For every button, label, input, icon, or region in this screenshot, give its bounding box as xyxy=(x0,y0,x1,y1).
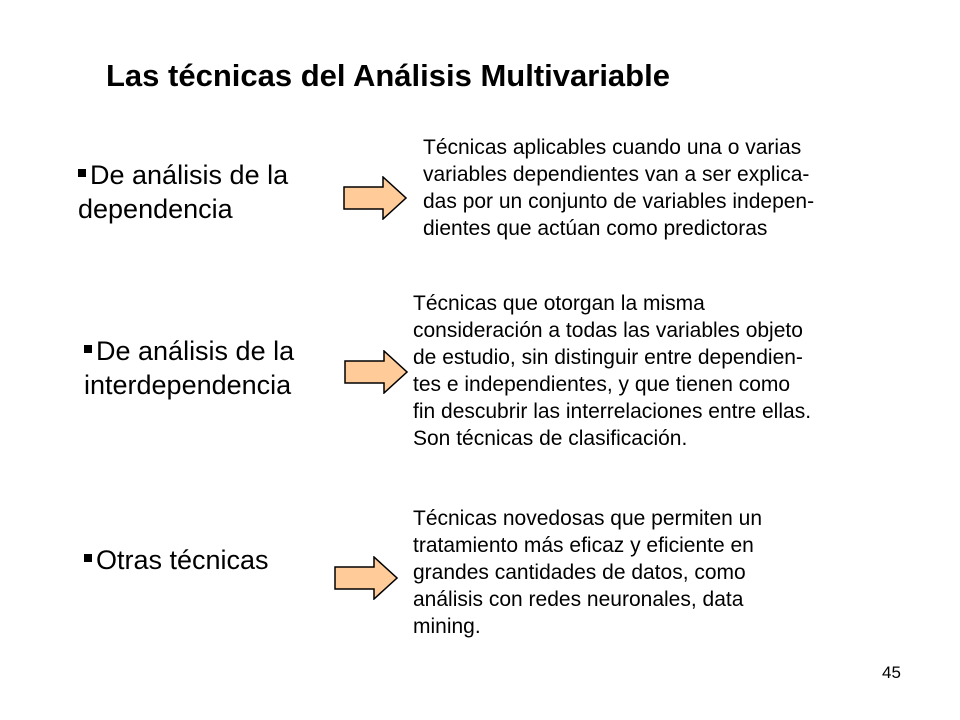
slide-title: Las técnicas del Análisis Multivariable xyxy=(106,58,670,93)
technique-description-otras xyxy=(413,505,762,640)
description-line: análisis con redes neuronales, data xyxy=(413,588,744,611)
technique-label-interdependencia xyxy=(84,334,294,402)
description-line: mining. xyxy=(413,615,481,638)
description-line: dientes que actúan como predictoras xyxy=(423,217,768,240)
technique-label-dependencia xyxy=(78,158,288,226)
description-line: das por un conjunto de variables indepen- xyxy=(423,190,815,213)
right-arrow-icon xyxy=(334,556,398,600)
right-arrow-icon xyxy=(344,350,408,394)
bullet-icon xyxy=(84,345,92,353)
label-line: Otras técnicas xyxy=(96,545,269,575)
description-line: Son técnicas de clasificación. xyxy=(413,427,688,450)
description-line: tratamiento más eficaz y eficiente en xyxy=(413,534,754,557)
description-line: de estudio, sin distinguir entre dependien- xyxy=(413,346,803,369)
bullet-icon xyxy=(84,554,92,562)
description-line: Técnicas aplicables cuando una o varias xyxy=(423,136,802,159)
description-line: consideración a todas las variables objeto xyxy=(413,319,803,342)
description-line: variables dependientes van a ser explica- xyxy=(423,163,810,186)
bullet-icon xyxy=(78,169,86,177)
description-line: grandes cantidades de datos, como xyxy=(413,561,746,584)
technique-label-otras xyxy=(84,543,269,577)
technique-description-interdependencia xyxy=(413,290,811,452)
label-line: De análisis de la xyxy=(96,336,295,366)
label-line: dependencia xyxy=(78,194,233,224)
technique-description-dependencia xyxy=(423,134,814,242)
description-line: Técnicas que otorgan la misma xyxy=(413,292,705,315)
label-line: De análisis de la xyxy=(90,160,289,190)
description-line: Técnicas novedosas que permiten un xyxy=(413,507,763,530)
page-number: 45 xyxy=(882,663,901,682)
right-arrow-icon xyxy=(343,176,407,220)
description-line: fin descubrir las interrelaciones entre ellas. xyxy=(413,400,812,423)
label-line: interdependencia xyxy=(84,370,292,400)
description-line: tes e independientes, y que tienen como xyxy=(413,373,791,396)
